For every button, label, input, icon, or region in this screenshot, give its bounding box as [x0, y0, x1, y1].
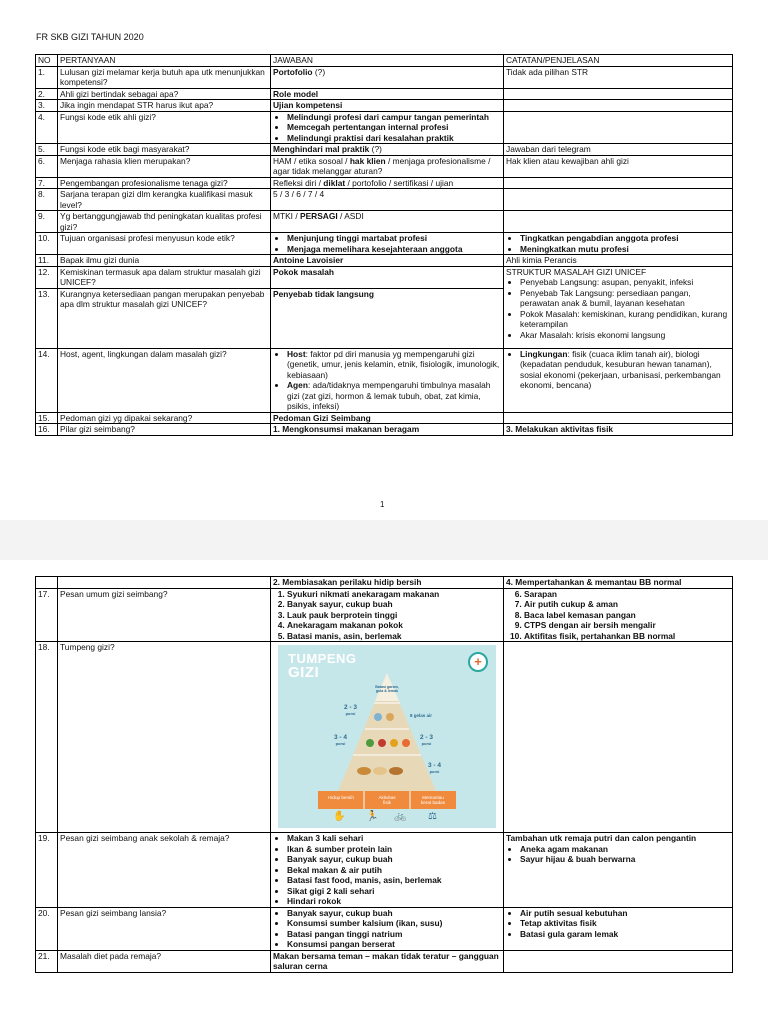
- answer-cell: [271, 155, 504, 177]
- table-row: [36, 412, 733, 424]
- fruit-icon: [402, 739, 410, 747]
- row-number: 15.: [36, 412, 58, 424]
- list-item: • Aneka agam makanan: [520, 844, 730, 855]
- table-row: [36, 424, 733, 436]
- list-item: • Konsumsi sumber kalsium (ikan, susu): [287, 918, 501, 929]
- portion-value: 3 - 4: [428, 762, 442, 769]
- answer-bold: hak klien: [349, 155, 386, 166]
- list-item: • Air putih sesual kebutuhan: [520, 908, 730, 919]
- table-row: [36, 233, 733, 255]
- question-cell: Sarjana terapan gizi dlm kerangka kualifikasi masuk level?: [58, 189, 271, 211]
- question-cell: Pilar gizi seimbang?: [58, 424, 271, 436]
- notes-cell: 3. Melakukan aktivitas fisik: [504, 424, 733, 436]
- answer-cell: [271, 833, 504, 908]
- answer-cell: Role model: [271, 88, 504, 100]
- answer-list: [273, 908, 501, 950]
- answer-cell: Antoine Lavoisier: [271, 255, 504, 267]
- list-item: • Tetap aktivitas fisik: [520, 918, 730, 929]
- list-item: • Melindungi praktisi dari kesalahan praktik: [287, 133, 501, 144]
- row-number: 16.: [36, 424, 58, 436]
- scale-icon: ⚖: [428, 811, 437, 822]
- notes-list: [506, 277, 730, 340]
- term-host: Host: [287, 348, 306, 359]
- row-number: 11.: [36, 255, 58, 267]
- answer-post: / portofolio / sertifikasi / ujian: [345, 177, 454, 188]
- row-number: 5.: [36, 144, 58, 156]
- list-item: • Sayur hijau & buah berwarna: [520, 854, 730, 865]
- header-notes: CATATAN/PENJELASAN: [504, 55, 733, 67]
- tumpeng-title: [288, 653, 357, 680]
- cycling-icon: 🚲: [394, 811, 407, 822]
- table-row: [36, 588, 733, 642]
- portion-value: 2 - 3: [420, 734, 434, 741]
- page-separator: [0, 520, 768, 560]
- answer-cell: Pokok masalah: [271, 266, 504, 288]
- answer-cell: Penyebab tidak langsung: [271, 288, 504, 348]
- list-item: • Bekal makan & air putih: [287, 865, 501, 876]
- answer-cell: [271, 144, 504, 156]
- list-item: • Menjunjung tinggi martabat profesi: [287, 233, 501, 244]
- page-number: 1: [380, 500, 385, 509]
- header-answer: JAWABAN: [271, 55, 504, 67]
- table-row: [36, 577, 733, 589]
- notes-cell: 4. Mempertahankan & memantau BB normal: [504, 577, 733, 589]
- vegetable-icon: [378, 739, 386, 747]
- list-item: 2. Banyak sayur, cukup buah: [287, 599, 501, 610]
- answer-cell: [271, 233, 504, 255]
- list-item: • Menjaga memelihara kesejahteraan anggota: [287, 244, 501, 255]
- question-cell: Bapak ilmu gizi dunia: [58, 255, 271, 267]
- list-item: • Banyak sayur, cukup buah: [287, 854, 501, 865]
- question-cell: Tumpeng gizi?: [58, 642, 271, 833]
- list-item: [287, 380, 501, 412]
- list-item: • Meningkatkan mutu profesi: [520, 244, 730, 255]
- list-item: 5. Batasi manis, asin, berlemak: [287, 631, 501, 642]
- answer-rest: (?): [312, 66, 326, 77]
- answer-list: [273, 112, 501, 144]
- notes-cell: Hak klien atau kewajiban ahli gizi: [504, 155, 733, 177]
- milk-icon: [374, 713, 382, 721]
- answer-list: [273, 589, 501, 642]
- question-cell: Fungsi kode etik bagi masyarakat?: [58, 144, 271, 156]
- notes-cell: Ahli kimia Perancis: [504, 255, 733, 267]
- answer-list: [273, 833, 501, 907]
- tumpeng-gizi-illustration: [278, 645, 496, 828]
- question-cell: Pengembangan profesionalisme tenaga gizi?: [58, 177, 271, 189]
- notes-cell: [504, 233, 733, 255]
- answer-rest: (?): [369, 144, 382, 154]
- table-row: [36, 100, 733, 112]
- question-cell: Kurangnya ketersediaan pangan merupakan penyebab apa dlm struktur masalah gizi UNICEF?: [58, 288, 271, 348]
- question-cell: [58, 577, 271, 589]
- answer-cell: Ujian kompetensi: [271, 100, 504, 112]
- row-number: 21.: [36, 950, 58, 972]
- list-item: 7. Air putih cukup & aman: [524, 599, 730, 610]
- answer-bold: Menghindari mal praktik: [273, 144, 370, 154]
- portion-value: 2 - 3: [344, 704, 358, 711]
- notes-cell: [504, 100, 733, 112]
- notes-cell: [504, 588, 733, 642]
- row-number: 1.: [36, 66, 58, 88]
- notes-list: [506, 589, 730, 642]
- list-item: • Akar Masalah: krisis ekonomi langsung: [520, 330, 730, 341]
- list-item: • Penyebab Langsung: asupan, penyakit, infeksi: [520, 277, 730, 288]
- answer-cell: [271, 66, 504, 88]
- qa-table-page-1: [35, 54, 733, 436]
- answer-cell: Pedoman Gizi Seimbang: [271, 412, 504, 424]
- portion-word: porsi: [429, 769, 440, 774]
- table-row: [36, 189, 733, 211]
- list-item: 10. Aktifitas fisik, pertahankan BB normal: [524, 631, 730, 642]
- handwash-icon: ✋: [333, 811, 346, 822]
- table-row: [36, 348, 733, 412]
- question-cell: Fungsi kode etik ahli gizi?: [58, 111, 271, 144]
- list-item: 6. Sarapan: [524, 589, 730, 600]
- question-cell: Pesan gizi seimbang anak sekolah & remaja?: [58, 833, 271, 908]
- top-label: Batasi garam, gula & lemak: [375, 685, 399, 693]
- rice-icon: [373, 767, 387, 775]
- header-question: PERTANYAAN: [58, 55, 271, 67]
- list-item: 1. Syukuri nikmati anekaragam makanan: [287, 589, 501, 600]
- table-row: [36, 66, 733, 88]
- answer-cell: [271, 111, 504, 144]
- table-row: [36, 155, 733, 177]
- notes-list: [506, 844, 730, 865]
- list-item: [520, 349, 730, 391]
- answer-bold: PERSAGI: [300, 211, 338, 221]
- table-header-row: [36, 55, 733, 67]
- answer-pre: Refleksi diri /: [273, 177, 324, 188]
- portion-value: 3 - 4: [334, 734, 348, 741]
- notes-cell: [504, 348, 733, 412]
- question-cell: Tujuan organisasi profesi menyusun kode etik?: [58, 233, 271, 255]
- term-agen: Agen: [287, 380, 308, 390]
- question-cell: Pedoman gizi yg dipakai sekarang?: [58, 412, 271, 424]
- water-label: 8 gelas air: [410, 713, 433, 718]
- table-row: [36, 211, 733, 233]
- answer-cell: [271, 211, 504, 233]
- question-cell: Masalah diet pada remaja?: [58, 950, 271, 972]
- answer-cell: 5 / 3 / 6 / 7 / 4: [271, 189, 504, 211]
- list-item: • Memcegah pertentangan internal profesi: [287, 122, 501, 133]
- notes-list: [506, 349, 730, 391]
- answer-cell: 2. Membiasakan perilaku hidip bersih: [271, 577, 504, 589]
- tumpeng-title-line2: GIZI: [288, 664, 320, 681]
- qa-table-page-2: [35, 576, 733, 973]
- list-item: • Batasi pangan tinggi natrium: [287, 929, 501, 940]
- table-row: [36, 833, 733, 908]
- header-no: NO: [36, 55, 58, 67]
- answer-post: / menjaga profesionalisme / agar tidak melanggar aturan?: [273, 155, 491, 176]
- answer-cell: [271, 177, 504, 189]
- running-icon: 🏃: [366, 811, 379, 822]
- list-item: • Batasi fast food, manis, asin, berlemak: [287, 875, 501, 886]
- list-item: 9. CTPS dengan air bersih mengalir: [524, 620, 730, 631]
- row-number: 6.: [36, 155, 58, 177]
- row-number: 17.: [36, 588, 58, 642]
- question-cell: Pesan umum gizi seimbang?: [58, 588, 271, 642]
- question-cell: Menjaga rahasia klien merupakan?: [58, 155, 271, 177]
- answer-list: [273, 349, 501, 412]
- term-lingkungan: Lingkungan: [520, 348, 568, 359]
- portion-label-top: [344, 705, 357, 717]
- row-number: 14.: [36, 348, 58, 412]
- table-row: [36, 642, 733, 833]
- row-number: 18.: [36, 642, 58, 833]
- notes-title: STRUKTUR MASALAH GIZI UNICEF: [506, 266, 647, 277]
- list-item: 3. Lauk pauk berprotein tinggi: [287, 610, 501, 621]
- list-item: • Batasi gula garam lemak: [520, 929, 730, 940]
- fruit-icon: [390, 739, 398, 747]
- tuber-icon: [389, 767, 403, 775]
- table-row: [36, 266, 733, 288]
- answer-cell: [271, 348, 504, 412]
- list-item: • Hindari rokok: [287, 896, 501, 907]
- portion-word: porsi: [335, 741, 346, 746]
- list-item: • Melindungi profesi dari campur tangan pemerintah: [287, 112, 501, 123]
- question-cell: Yg bertanggungjawab thd peningkatan kualitas profesi gizi?: [58, 211, 271, 233]
- list-item: • Konsumsi pangan berserat: [287, 939, 501, 950]
- row-number: 19.: [36, 833, 58, 908]
- document-page-2: [0, 560, 768, 1024]
- row-number: 2.: [36, 88, 58, 100]
- answer-post: / ASDI: [337, 211, 364, 221]
- table-row: [36, 88, 733, 100]
- term-desc: : faktor pd diri manusia yg mempengaruhi gizi (genetik, umur, jenis kelamin, etnik, fisiologik, imunologik, kebiasaan): [287, 348, 500, 380]
- list-item: 8. Baca label kemasan pangan: [524, 610, 730, 621]
- question-cell: Pesan gizi seimbang lansia?: [58, 907, 271, 950]
- answer-cell: [271, 642, 504, 833]
- tumpeng-title-line1: TUMPENG: [288, 651, 357, 666]
- question-cell: Host, agent, lingkungan dalam masalah gizi?: [58, 348, 271, 412]
- answer-cell: [271, 907, 504, 950]
- base-label-weight-monitoring: Memantau berat badan: [420, 795, 446, 805]
- notes-cell: [504, 88, 733, 100]
- answer-cell: Makan bersama teman – makan tidak teratur – gangguan saluran cerna: [271, 950, 504, 972]
- notes-cell: [504, 907, 733, 950]
- list-item: • Makan 3 kali sehari: [287, 833, 501, 844]
- answer-cell: [271, 588, 504, 642]
- notes-cell: [504, 111, 733, 144]
- notes-cell: Jawaban dari telegram: [504, 144, 733, 156]
- list-item: • Banyak sayur, cukup buah: [287, 908, 501, 919]
- notes-cell: [504, 642, 733, 833]
- list-item: 4. Anekaragam makanan pokok: [287, 620, 501, 631]
- row-number: 12.: [36, 266, 58, 288]
- notes-cell-unicef: [504, 266, 733, 348]
- notes-cell: [504, 950, 733, 972]
- table-row: [36, 144, 733, 156]
- document-title: FR SKB GIZI TAHUN 2020: [36, 32, 144, 42]
- notes-cell: [504, 177, 733, 189]
- notes-cell: [504, 412, 733, 424]
- list-item: • Sikat gigi 2 kali sehari: [287, 886, 501, 897]
- notes-list: [506, 233, 730, 254]
- row-number: 3.: [36, 100, 58, 112]
- answer-bold: diklat: [323, 177, 346, 188]
- list-item: • Pokok Masalah: kemiskinan, kurang pendidikan, kurang keterampilan: [520, 309, 730, 330]
- answer-list: [273, 233, 501, 254]
- question-cell: Lulusan gizi melamar kerja butuh apa utk menunjukkan kompetensi?: [58, 66, 271, 88]
- protein-icon: [386, 713, 394, 721]
- list-item: • Tingkatkan pengabdian anggota profesi: [520, 233, 730, 244]
- table-row: [36, 255, 733, 267]
- list-item: • Ikan & sumber protein lain: [287, 844, 501, 855]
- notes-cell: Tidak ada pilihan STR: [504, 66, 733, 88]
- list-item: [287, 349, 501, 381]
- term-desc: : ada/tidaknya mempengaruhi timbulnya masalah gizi (zat gizi, hormon & lemak tubuh, obat, zat kimia, psikis, infeksi): [287, 380, 491, 411]
- row-number: 20.: [36, 907, 58, 950]
- portion-word: porsi: [421, 741, 432, 746]
- notes-cell: [504, 189, 733, 211]
- row-number: 8.: [36, 189, 58, 211]
- list-item: • Penyebab Tak Langsung: persediaan pangan, perawatan anak & bumil, layanan kesehatan: [520, 288, 730, 309]
- table-row: [36, 177, 733, 189]
- portion-label-left: [334, 735, 347, 747]
- term-desc: : fisik (cuaca iklim tanah air), biologi (kepadatan penduduk, kesuburan hewan tanaman), sosial ekonomi (pekerjaan, urbanisasi, perkembangan ekonomi, bencana): [520, 348, 721, 390]
- notes-cell: [504, 833, 733, 908]
- row-number: 10.: [36, 233, 58, 255]
- table-row: [36, 907, 733, 950]
- row-number: 7.: [36, 177, 58, 189]
- bread-icon: [357, 767, 371, 775]
- answer-pre: MTKI /: [273, 211, 300, 221]
- table-row: [36, 950, 733, 972]
- question-cell: Jika ingin mendapat STR harus ikut apa?: [58, 100, 271, 112]
- answer-bold: Portofolio: [273, 66, 313, 77]
- notes-title: Tambahan utk remaja putri dan calon pengantin: [506, 833, 697, 843]
- row-number: 13.: [36, 288, 58, 348]
- base-label-physical-activity: Aktivitas fisik: [378, 795, 396, 805]
- question-cell: Ahli gizi bertindak sebagai apa?: [58, 88, 271, 100]
- question-cell: Kemiskinan termasuk apa dalam struktur masalah gizi UNICEF?: [58, 266, 271, 288]
- row-number: 9.: [36, 211, 58, 233]
- answer-pre: HAM / etika sosoal /: [273, 155, 350, 166]
- portion-label-bottom: [428, 763, 441, 775]
- base-label-clean-living: Hidup bersih: [328, 795, 354, 800]
- plus-icon: +: [468, 652, 488, 672]
- table-row: [36, 111, 733, 144]
- vegetable-icon: [366, 739, 374, 747]
- answer-cell: 1. Mengkonsumsi makanan beragam: [271, 424, 504, 436]
- row-number: 4.: [36, 111, 58, 144]
- portion-word: porsi: [345, 711, 356, 716]
- notes-list: [506, 908, 730, 940]
- portion-label-right: [420, 735, 433, 747]
- notes-cell: [504, 211, 733, 233]
- row-number: [36, 577, 58, 589]
